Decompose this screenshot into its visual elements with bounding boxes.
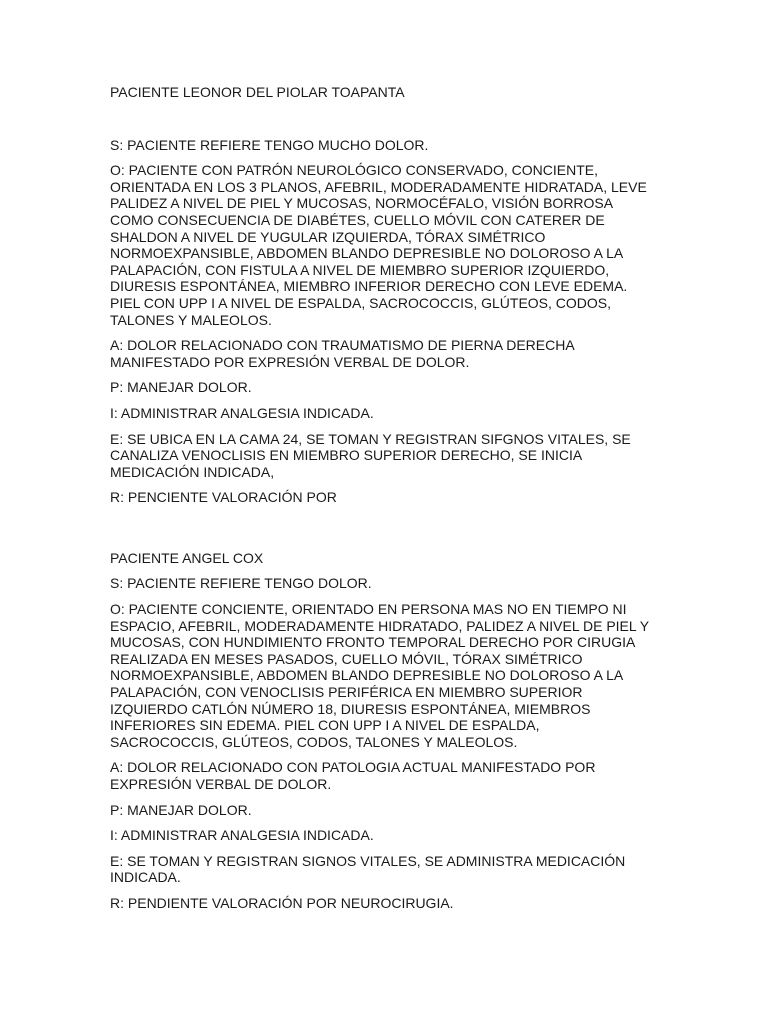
patient-2-assessment bbox=[110, 759, 672, 792]
assessment-line: A: DOLOR RELACIONADO CON PATOLOGIA ACTUAL MANIFESTADO POR bbox=[110, 759, 596, 776]
objective-line: IZQUIERDO CATLÓN NÚMERO 18, DIURESIS ESPONTÁNEA, MIEMBROS bbox=[110, 700, 591, 717]
patient-1-evaluation bbox=[110, 431, 672, 481]
patient-2-objective bbox=[110, 601, 672, 750]
objective-line: TALONES Y MALEOLOS. bbox=[110, 311, 272, 328]
assessment-line: EXPRESIÓN VERBAL DE DOLOR. bbox=[110, 776, 332, 792]
patient-2-intervention: I: ADMINISTRAR ANALGESIA INDICADA. bbox=[110, 827, 374, 844]
patient-2-header: PACIENTE ANGEL COX bbox=[110, 549, 264, 566]
patient-1-plan: P: MANEJAR DOLOR. bbox=[110, 379, 252, 396]
patient-2-plan: P: MANEJAR DOLOR. bbox=[110, 801, 252, 818]
assessment-line: A: DOLOR RELACIONADO CON TRAUMATISMO DE PIERNA DERECHA bbox=[110, 337, 575, 354]
objective-line: COMO CONSECUENCIA DE DIABÉTES, CUELLO MÓVIL CON CATERER DE bbox=[110, 211, 605, 228]
evaluation-line: INDICADA. bbox=[110, 869, 181, 886]
objective-line: PIEL CON UPP I A NIVEL DE ESPALDA, SACROCOCCIS, GLÚTEOS, CODOS, bbox=[110, 294, 612, 311]
patient-section-2 bbox=[110, 550, 672, 912]
evaluation-line: E: SE TOMAN Y REGISTRAN SIGNOS VITALES, SE ADMINISTRA MEDICACIÓN bbox=[110, 852, 626, 869]
objective-line: NORMOEXPANSIBLE, ABDOMEN BLANDO DEPRESIBLE NO DOLOROSO A LA bbox=[110, 667, 624, 684]
spacer bbox=[110, 101, 672, 137]
objective-line: PALAPACIÓN, CON VENOCLISIS PERIFÉRICA EN MIEMBRO SUPERIOR bbox=[110, 684, 583, 701]
patient-1-assessment bbox=[110, 337, 672, 370]
patient-section-1 bbox=[110, 84, 672, 506]
objective-line: SACROCOCCIS, GLÚTEOS, CODOS, TALONES Y MALEOLOS. bbox=[110, 733, 518, 750]
patient-1-header: PACIENTE LEONOR DEL PIOLAR TOAPANTA bbox=[110, 84, 405, 100]
objective-line: O: PACIENTE CONCIENTE, ORIENTADO EN PERSONA MAS NO EN TIEMPO NI bbox=[110, 601, 627, 618]
objective-line: O: PACIENTE CON PATRÓN NEUROLÓGICO CONSERVADO, CONCIENTE, bbox=[110, 162, 598, 179]
objective-line: DIURESIS ESPONTÁNEA, MIEMBRO INFERIOR DERECHO CON LEVE EDEMA. bbox=[110, 278, 628, 295]
patient-2-subjective: S: PACIENTE REFIERE TENGO DOLOR. bbox=[110, 575, 372, 592]
evaluation-line: MEDICACIÓN INDICADA, bbox=[110, 463, 275, 480]
objective-line: MUCOSAS, CON HUNDIMIENTO FRONTO TEMPORAL DERECHO POR CIRUGIA bbox=[110, 634, 636, 651]
assessment-line: MANIFESTADO POR EXPRESIÓN VERBAL DE DOLOR. bbox=[110, 353, 470, 370]
objective-line: REALIZADA EN MESES PASADOS, CUELLO MÓVIL, TÓRAX SIMÉTRICO bbox=[110, 650, 583, 667]
evaluation-line: CANALIZA VENOCLISIS EN MIEMBRO SUPERIOR DERECHO, SE INICIA bbox=[110, 447, 583, 464]
objective-line: ESPACIO, AFEBRIL, MODERADAMENTE HIDRATADO, PALIDEZ A NIVEL DE PIEL Y bbox=[110, 617, 650, 634]
evaluation-line: E: SE UBICA EN LA CAMA 24, SE TOMAN Y REGISTRAN SIFGNOS VITALES, SE bbox=[110, 430, 631, 447]
patient-2-evaluation bbox=[110, 853, 672, 886]
patient-1-objective bbox=[110, 162, 672, 328]
objective-line: NORMOEXPANSIBLE, ABDOMEN BLANDO DEPRESIBLE NO DOLOROSO A LA bbox=[110, 245, 624, 262]
objective-line: INFERIORES SIN EDEMA. PIEL CON UPP I A NIVEL DE ESPALDA, bbox=[110, 717, 540, 734]
objective-line: PALAPACIÓN, CON FISTULA A NIVEL DE MIEMBRO SUPERIOR IZQUIERDO, bbox=[110, 261, 610, 278]
patient-2-result: R: PENDIENTE VALORACIÓN POR NEUROCIRUGIA. bbox=[110, 894, 454, 911]
objective-line: PALIDEZ A NIVEL DE PIEL Y MUCOSAS, NORMOCÉFALO, VISIÓN BORROSA bbox=[110, 195, 614, 212]
spacer bbox=[110, 515, 672, 550]
objective-line: SHALDON A NIVEL DE YUGULAR IZQUIERDA, TÓRAX SIMÉTRICO bbox=[110, 228, 546, 245]
objective-line: ORIENTADA EN LOS 3 PLANOS, AFEBRIL, MODERADAMENTE HIDRATADA, LEVE bbox=[110, 178, 647, 195]
patient-1-subjective: S: PACIENTE REFIERE TENGO MUCHO DOLOR. bbox=[110, 136, 429, 153]
patient-1-intervention: I: ADMINISTRAR ANALGESIA INDICADA. bbox=[110, 404, 374, 421]
patient-1-result: R: PENCIENTE VALORACIÓN POR bbox=[110, 489, 337, 506]
